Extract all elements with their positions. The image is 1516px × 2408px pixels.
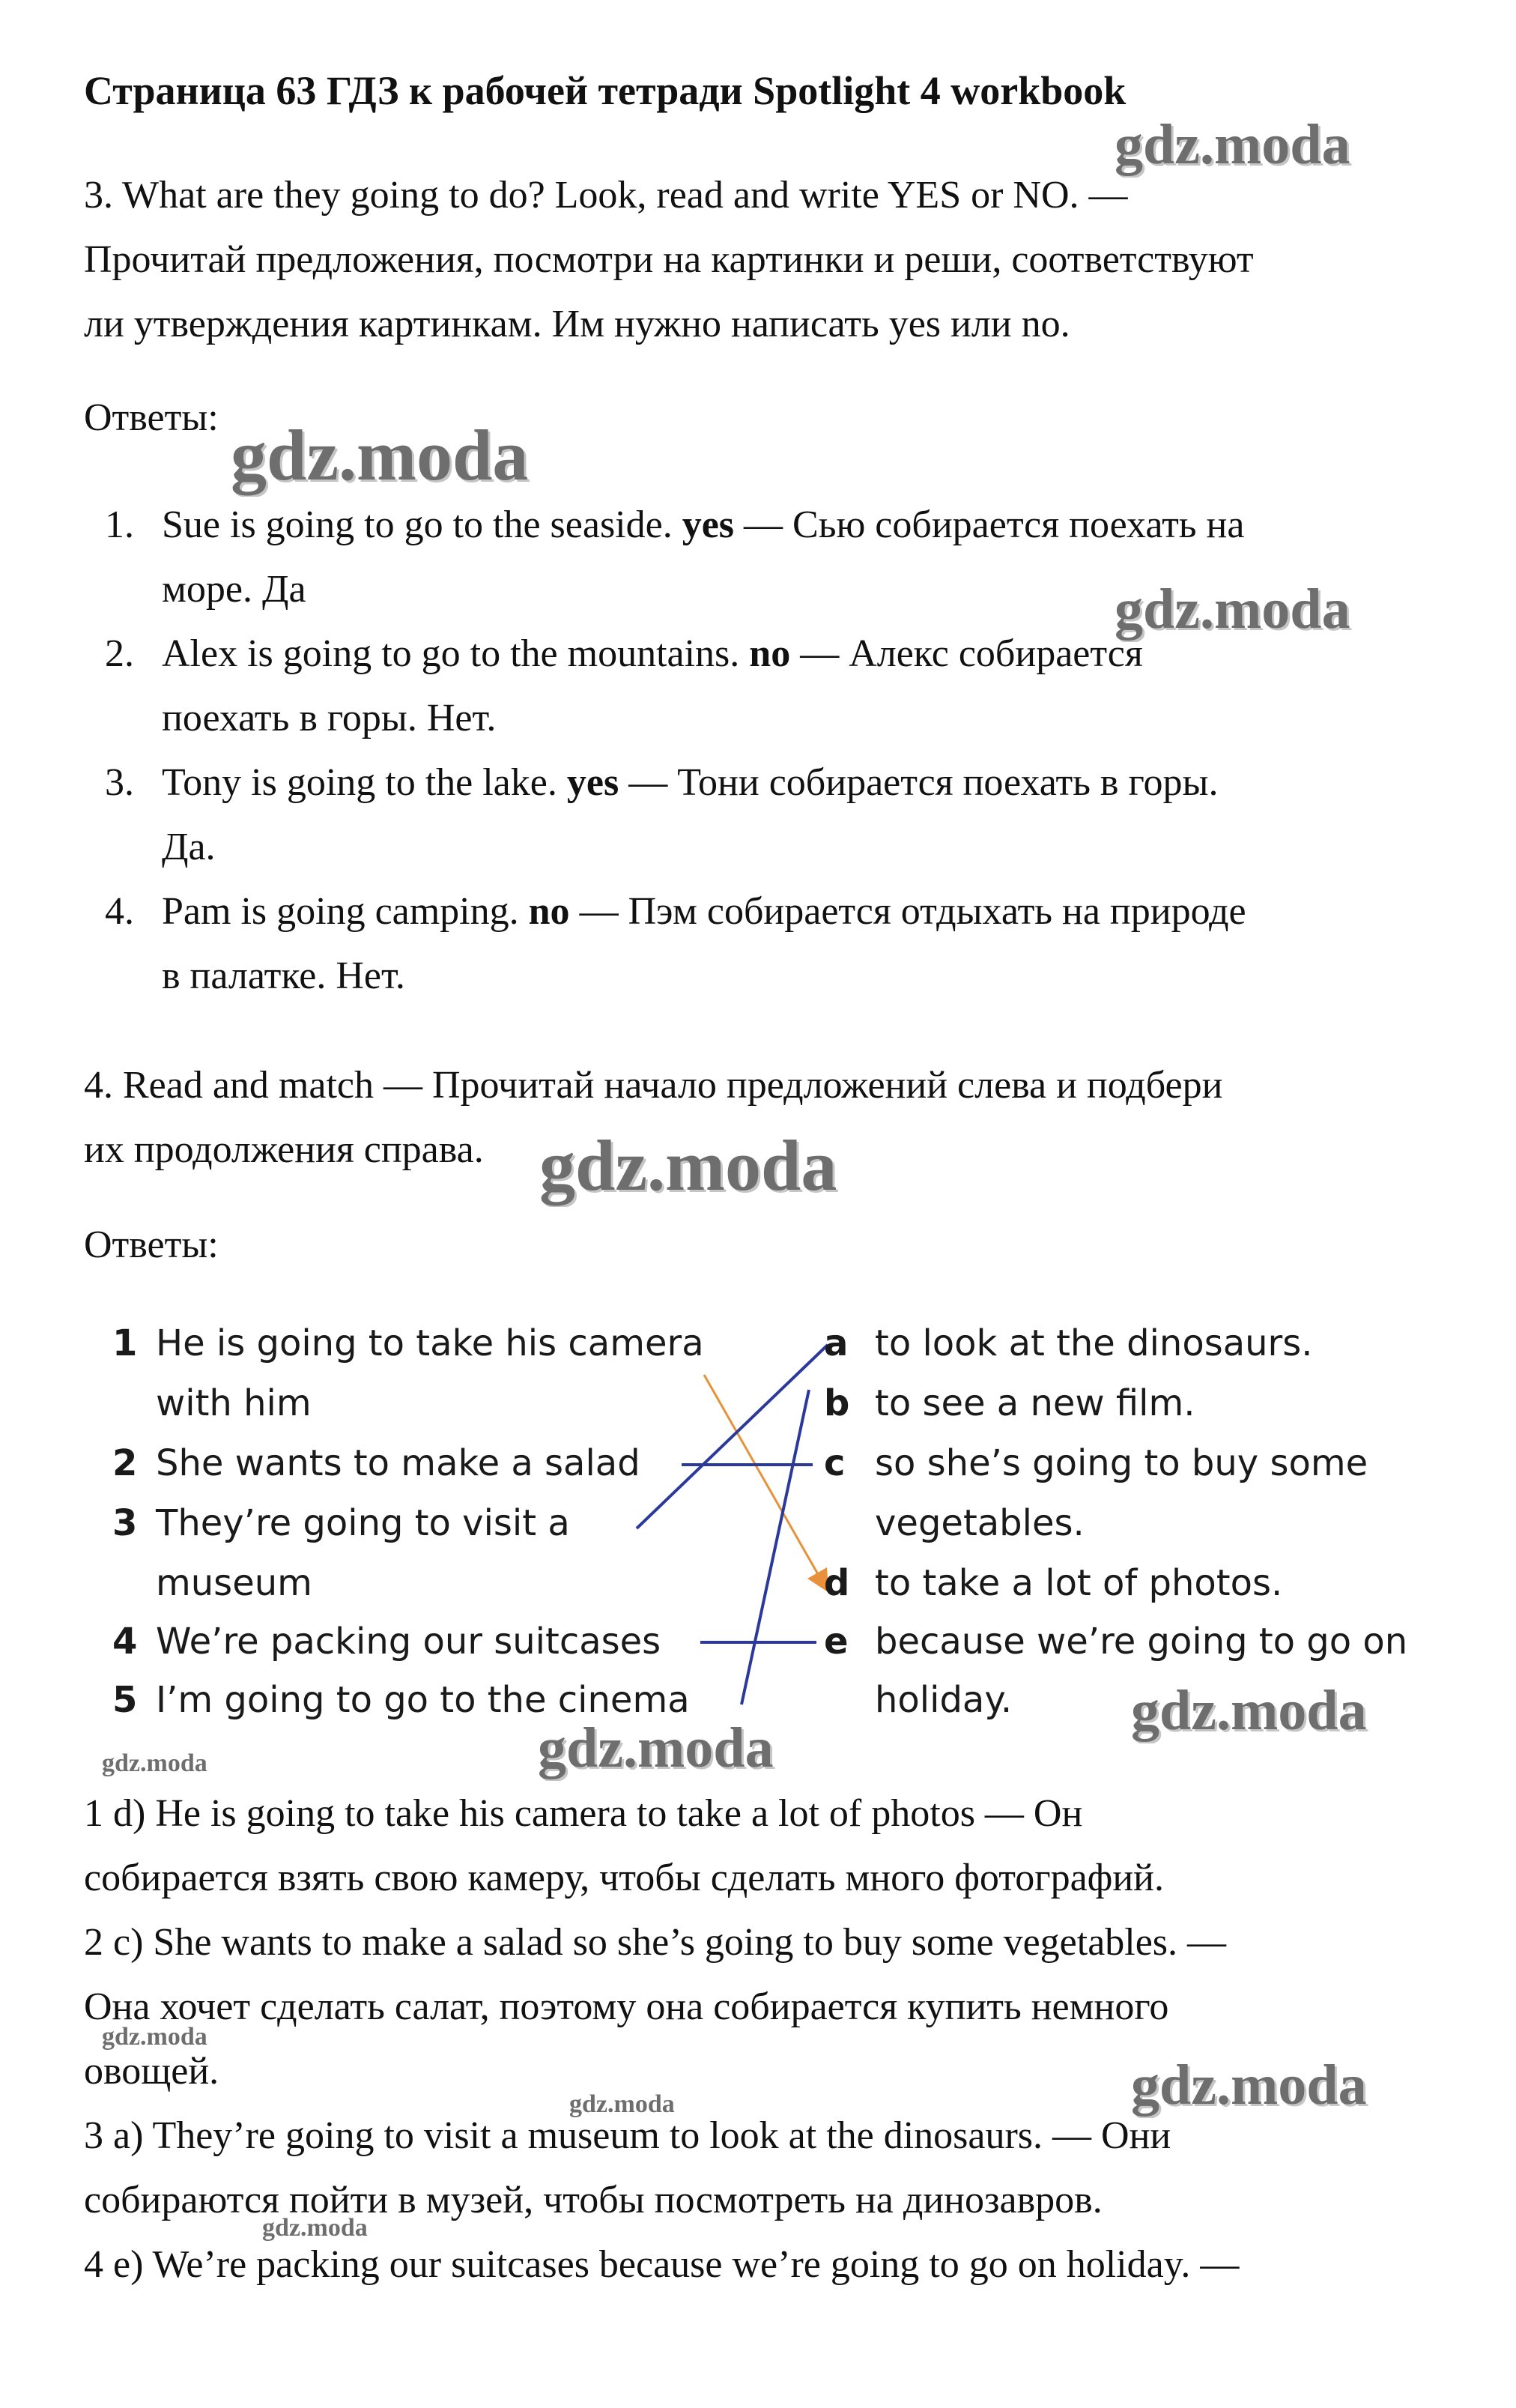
answer-line: овощей. bbox=[84, 2050, 219, 2093]
watermark: gdz.moda bbox=[231, 415, 529, 495]
prompt-line: их продолжения справа. bbox=[84, 1128, 484, 1171]
item-number: 1. bbox=[105, 503, 134, 546]
left-item-text: I’m going to go to the cinema bbox=[156, 1679, 690, 1721]
left-item-text: museum bbox=[156, 1562, 312, 1604]
right-letter: a bbox=[824, 1322, 849, 1364]
exercise4-answer-text bbox=[84, 1782, 1239, 2297]
watermark: gdz.moda bbox=[1131, 1679, 1367, 1742]
right-letter: b bbox=[824, 1382, 850, 1424]
watermark: gdz.moda bbox=[569, 2090, 675, 2118]
right-item-text: because we’re going to go on bbox=[875, 1621, 1408, 1663]
item-sentence: Pam is going camping. bbox=[162, 890, 529, 933]
prompt-line: Прочитай предложения, посмотри на картинки и реши, соответствуют bbox=[84, 238, 1254, 281]
prompt-line: 3. What are they going to do? Look, read and write YES or NO. — bbox=[84, 174, 1128, 217]
left-number: 4 bbox=[112, 1621, 138, 1663]
right-letter: e bbox=[824, 1621, 849, 1663]
left-number: 3 bbox=[112, 1502, 138, 1544]
item-translation-cont: поехать в горы. Нет. bbox=[162, 697, 497, 739]
list-item bbox=[105, 880, 1246, 1008]
left-item-text: She wants to make a salad bbox=[156, 1442, 640, 1484]
list-item bbox=[105, 493, 1246, 622]
exercise3-answers-label: Ответы: bbox=[84, 396, 219, 439]
left-item-text: They’re going to visit a bbox=[156, 1502, 570, 1544]
exercise3-answer-list bbox=[105, 493, 1246, 1008]
item-translation: — Тони собирается поехать в горы. bbox=[619, 761, 1219, 804]
answer-line: 2 c) She wants to make a salad so she’s going to buy some vegetables. — bbox=[84, 1921, 1227, 1964]
prompt-line: ли утверждения картинкам. Им нужно написать yes или no. bbox=[84, 303, 1070, 345]
left-item-text: We’re packing our suitcases bbox=[156, 1621, 661, 1663]
item-number: 2. bbox=[105, 632, 134, 675]
right-item-text: to see a new film. bbox=[875, 1382, 1195, 1424]
left-number: 1 bbox=[112, 1322, 138, 1364]
left-number: 2 bbox=[112, 1442, 138, 1484]
item-sentence: Tony is going to the lake. bbox=[162, 761, 567, 804]
right-item-text: to take a lot of photos. bbox=[875, 1562, 1283, 1604]
right-item-text: to look at the dinosaurs. bbox=[875, 1322, 1313, 1364]
item-number: 3. bbox=[105, 761, 134, 804]
right-item-text: vegetables. bbox=[875, 1502, 1085, 1544]
right-item-text: so she’s going to buy some bbox=[875, 1442, 1368, 1484]
item-answer: no bbox=[528, 890, 570, 933]
item-answer: no bbox=[749, 632, 791, 675]
left-item-text: with him bbox=[156, 1382, 312, 1424]
watermark: gdz.moda bbox=[102, 2023, 207, 2051]
answer-line: собирается взять свою камеру, чтобы сделать много фотографий. bbox=[84, 1857, 1165, 1899]
watermark: gdz.moda bbox=[1115, 578, 1350, 641]
item-number: 4. bbox=[105, 890, 134, 933]
list-item bbox=[105, 751, 1246, 880]
list-item bbox=[105, 622, 1246, 751]
watermark: gdz.moda bbox=[262, 2214, 368, 2242]
right-letter: c bbox=[824, 1442, 846, 1484]
exercise4-answers-label: Ответы: bbox=[84, 1223, 219, 1266]
answer-line: Она хочет сделать салат, поэтому она собирается купить немного bbox=[84, 1985, 1169, 2028]
watermark: gdz.moda bbox=[539, 1125, 837, 1205]
item-translation: — Пэм собирается отдыхать на природе bbox=[569, 890, 1246, 933]
answer-line: 4 e) We’re packing our suitcases because we’re going to go on holiday. — bbox=[84, 2243, 1240, 2286]
exercise3-prompt bbox=[84, 163, 1254, 357]
page-title: Страница 63 ГДЗ к рабочей тетради Spotlight 4 workbook bbox=[84, 68, 1127, 113]
answer-line: собираются пойти в музей, чтобы посмотреть на динозавров. bbox=[84, 2179, 1103, 2221]
item-translation-cont: море. Да bbox=[162, 568, 306, 611]
prompt-line: 4. Read and match — Прочитай начало предложений слева и подбери bbox=[84, 1064, 1223, 1107]
item-translation: — Алекс собирается bbox=[790, 632, 1143, 675]
item-translation-cont: в палатке. Нет. bbox=[162, 955, 405, 997]
matching-exercise bbox=[112, 1315, 1431, 1734]
left-item-text: He is going to take his camera bbox=[156, 1322, 704, 1364]
item-answer: yes bbox=[566, 761, 619, 804]
item-sentence: Sue is going to go to the seaside. bbox=[162, 503, 682, 546]
answer-line: 3 a) They’re going to visit a museum to look at the dinosaurs. — Они bbox=[84, 2114, 1171, 2157]
watermark: gdz.moda bbox=[1131, 2054, 1367, 2117]
item-translation-cont: Да. bbox=[162, 826, 216, 868]
item-translation: — Сью собирается поехать на bbox=[734, 503, 1245, 546]
watermark: gdz.moda bbox=[538, 1716, 774, 1779]
left-number: 5 bbox=[112, 1679, 138, 1721]
item-answer: yes bbox=[682, 503, 735, 546]
right-item-text: holiday. bbox=[875, 1679, 1013, 1721]
match-line-5-b bbox=[742, 1390, 809, 1704]
watermark: gdz.moda bbox=[102, 1749, 207, 1777]
item-sentence: Alex is going to go to the mountains. bbox=[162, 632, 750, 675]
answer-line: 1 d) He is going to take his camera to take a lot of photos — Он bbox=[84, 1792, 1083, 1835]
watermark: gdz.moda bbox=[1115, 113, 1350, 176]
right-letter: d bbox=[824, 1562, 850, 1604]
